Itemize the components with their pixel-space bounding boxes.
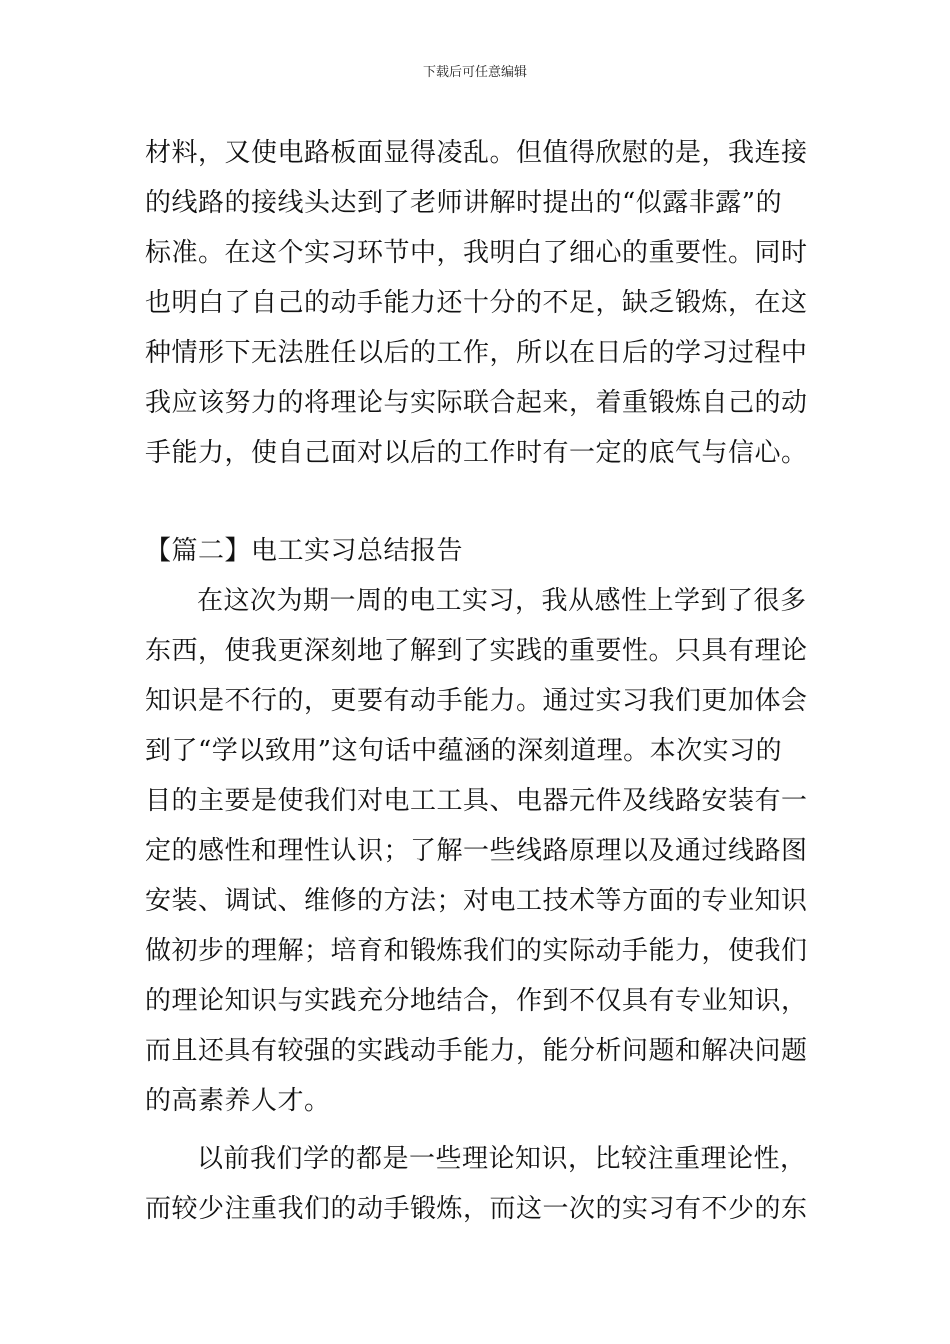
text-line: 做初步的理解；培育和锻炼我们的实际动手能力，使我们 (145, 936, 808, 966)
text-line: 手能力，使自己面对以后的工作时有一定的底气与信心。 (145, 438, 808, 468)
paragraph-3 (145, 1134, 810, 1234)
text-line: 也明白了自己的动手能力还十分的不足，缺乏锻炼，在这 (145, 288, 808, 318)
paragraph-1 (145, 128, 810, 478)
text-line: 的理论知识与实践充分地结合，作到不仅具有专业知识， (145, 986, 808, 1016)
text-line: 我应该努力的将理论与实际联合起来，着重锻炼自己的动 (145, 388, 808, 418)
text-line: 以前我们学的都是一些理论知识，比较注重理论性， (197, 1144, 807, 1174)
text-line: 而且还具有较强的实践动手能力，能分析问题和解决问题 (145, 1036, 808, 1066)
page-header: 下载后可任意编辑 (422, 65, 527, 80)
paragraph-2 (145, 576, 810, 1126)
text-line: 定的感性和理性认识；了解一些线路原理以及通过线路图 (145, 836, 808, 866)
text-line: 知识是不行的，更要有动手能力。通过实习我们更加体会 (145, 686, 808, 716)
text-line: 材料，又使电路板面显得凌乱。但值得欣慰的是，我连接 (145, 138, 808, 168)
text-line: 东西，使我更深刻地了解到了实践的重要性。只具有理论 (145, 636, 808, 666)
text-line: 的高素养人才。 (145, 1086, 331, 1116)
text-line: 目的主要是使我们对电工工具、电器元件及线路安装有一 (145, 786, 808, 816)
text-line: 在这次为期一周的电工实习，我从感性上学到了很多 (197, 586, 807, 616)
document-body (145, 128, 810, 1234)
section-title: 【篇二】电工实习总结报告 (145, 536, 464, 566)
text-line: 种情形下无法胜任以后的工作，所以在日后的学习过程中 (145, 338, 808, 368)
paragraph-gap (145, 478, 810, 526)
text-line: 安装、调试、维修的方法；对电工技术等方面的专业知识 (145, 886, 808, 916)
text-line: 而较少注重我们的动手锻炼，而这一次的实习有不少的东 (145, 1194, 808, 1224)
text-line: 标准。在这个实习环节中，我明白了细心的重要性。同时 (145, 238, 808, 268)
text-line: 的线路的接线头达到了老师讲解时提出的“似露非露”的 (145, 188, 783, 218)
text-line: 到了“学以致用”这句话中蕴涵的深刻道理。本次实习的 (145, 736, 783, 766)
